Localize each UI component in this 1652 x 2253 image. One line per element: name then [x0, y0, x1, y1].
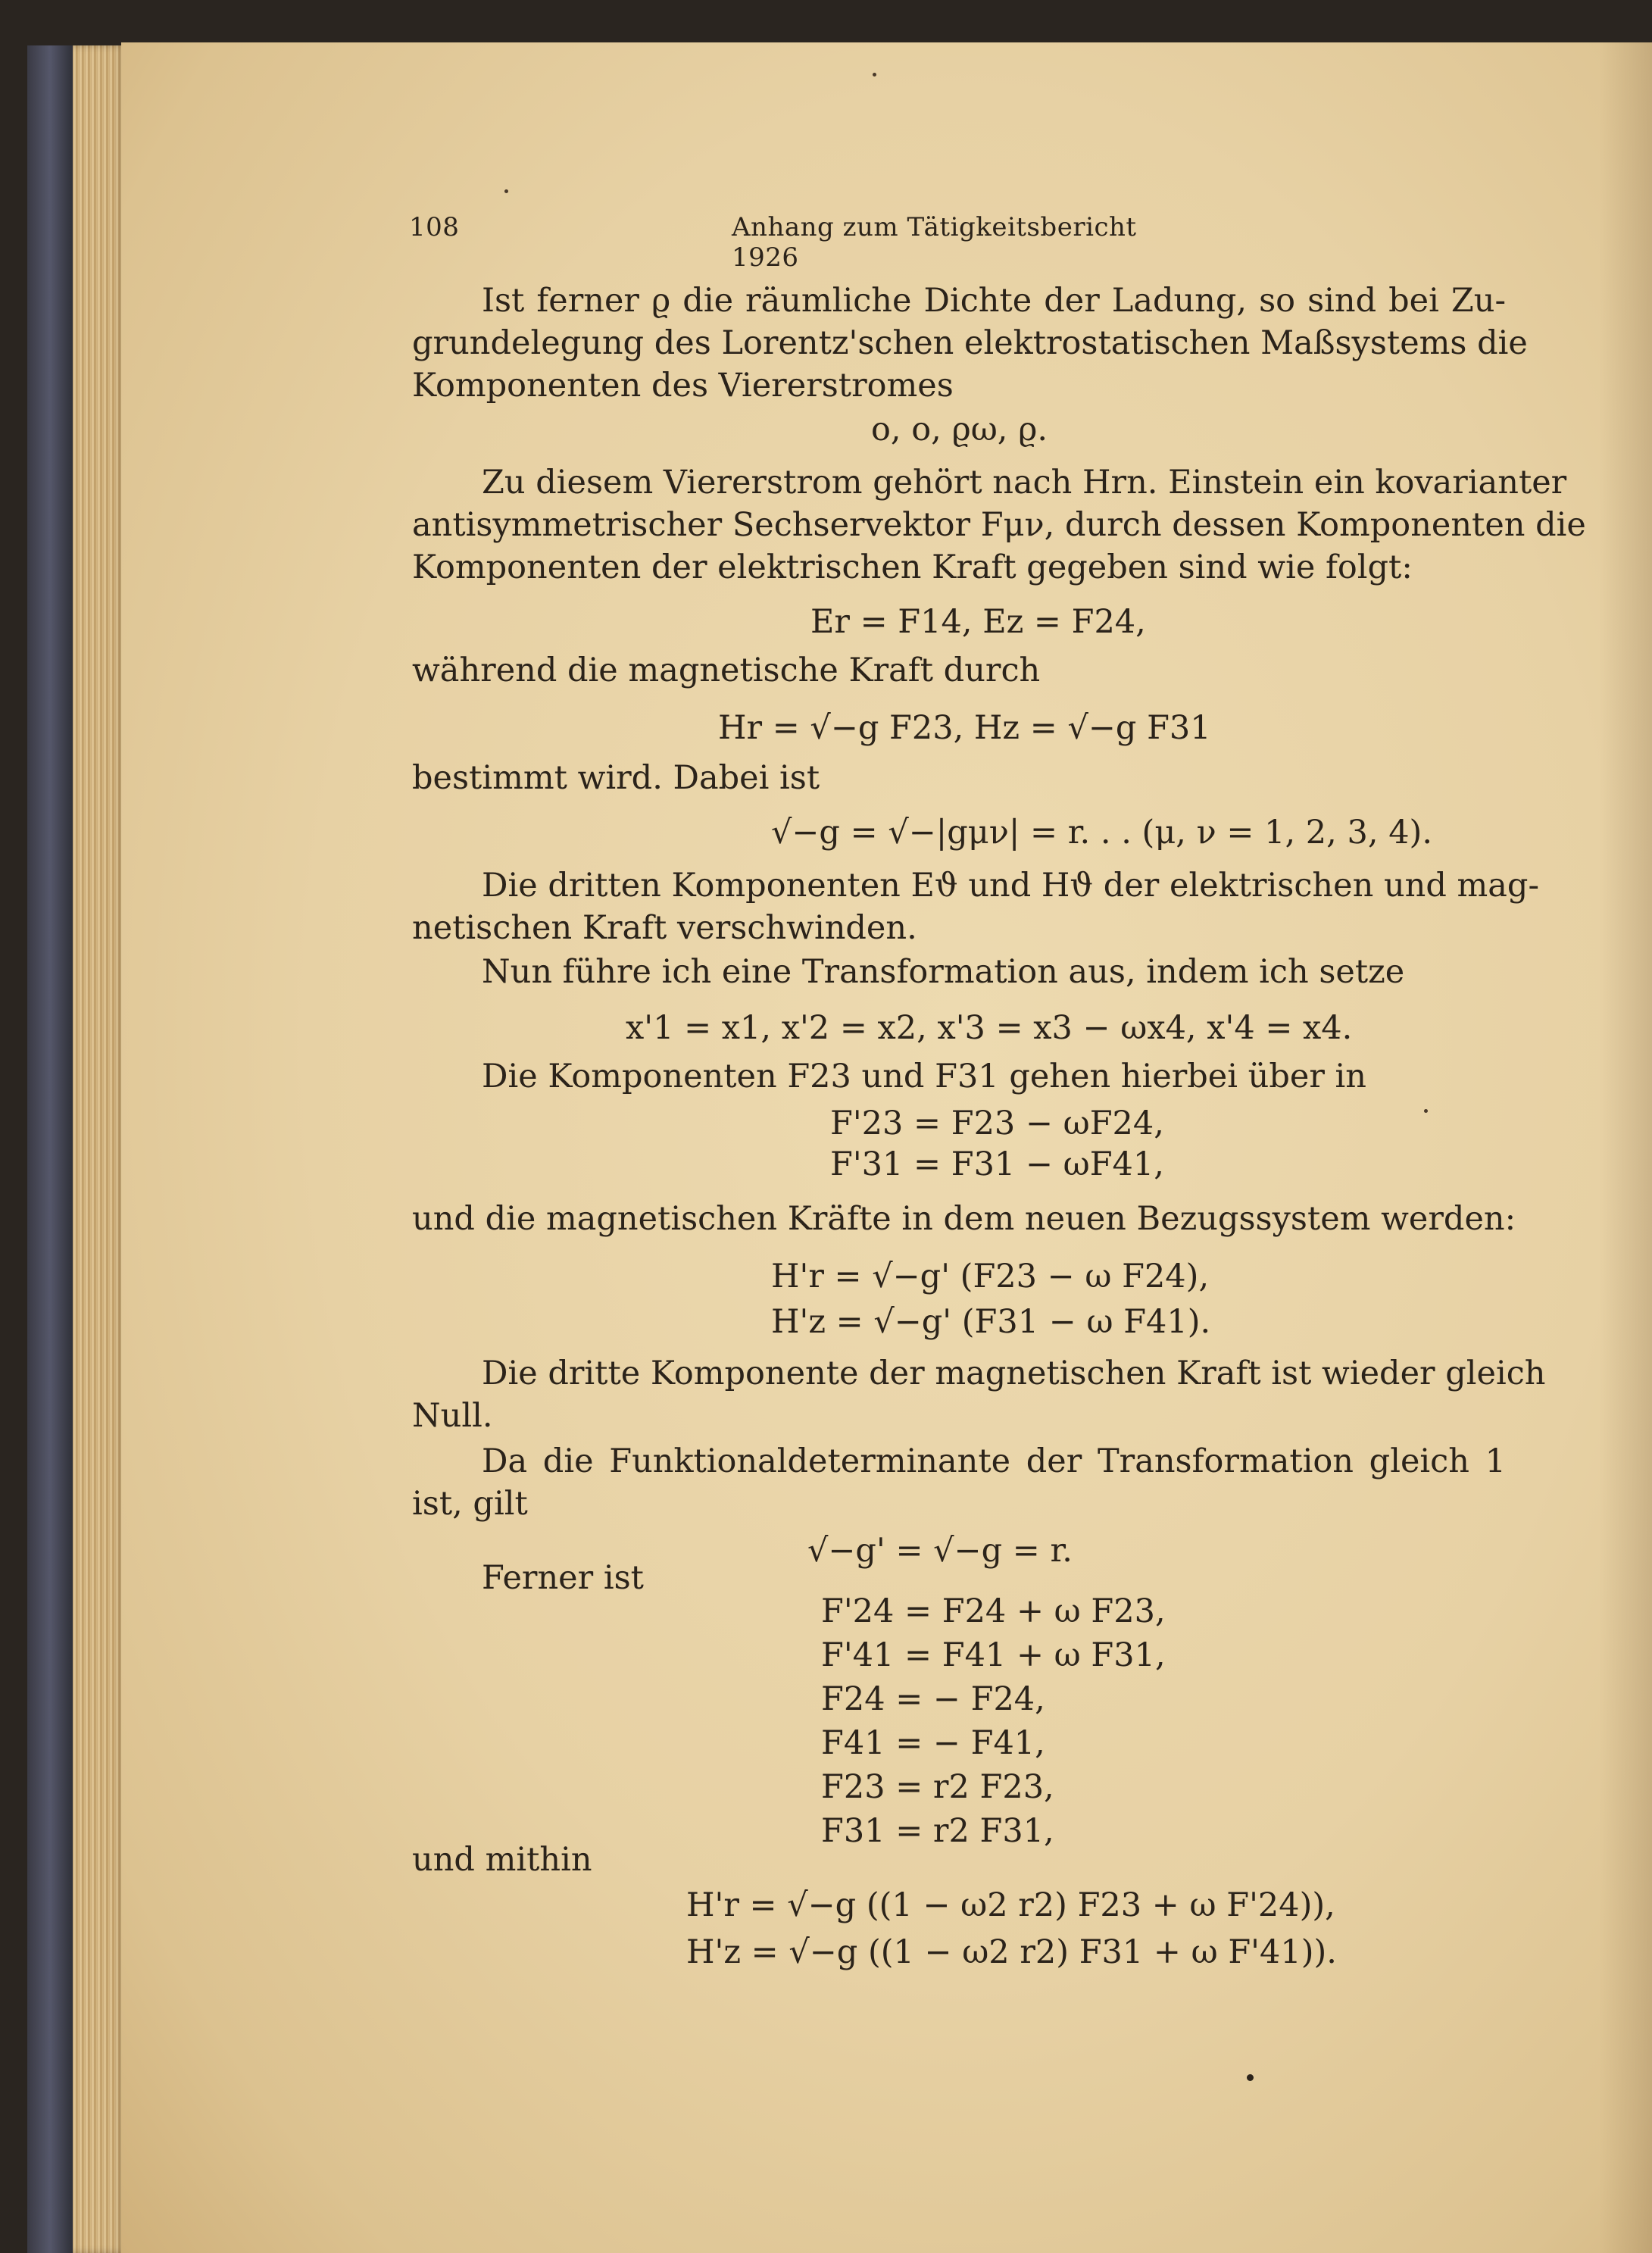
paper-speck	[873, 73, 876, 77]
page-number: 108	[409, 212, 460, 242]
equation: F24 = − F24,	[821, 1680, 1045, 1718]
text-line: grundelegung des Lorentz'schen elektrostatischen Maßsystems die	[412, 324, 1528, 362]
equation: Er = F14, Ez = F24,	[810, 603, 1146, 641]
equation: √−g' = √−g = r.	[807, 1532, 1073, 1570]
equation: √−g = √−|gμν| = r. . . (μ, ν = 1, 2, 3, 4).	[771, 814, 1432, 852]
text-line: während die magnetische Kraft durch	[412, 652, 1041, 689]
equation: F'31 = F31 − ωF41,	[830, 1145, 1164, 1183]
equation: H'z = √−g ((1 − ω2 r2) F31 + ω F'41)).	[686, 1933, 1337, 1971]
text-line: Ferner ist	[482, 1559, 644, 1597]
text-line: Komponenten der elektrischen Kraft gegeben sind wie folgt:	[412, 548, 1413, 586]
page-shadow	[1599, 42, 1652, 2253]
text-line: Komponenten des Viererstromes	[412, 367, 954, 405]
equation: F41 = − F41,	[821, 1724, 1045, 1762]
equation: o, o, ϱω, ϱ.	[871, 411, 1048, 448]
ink-dot	[1247, 2074, 1254, 2081]
text-line: Die Komponenten F23 und F31 gehen hierbei über in	[482, 1058, 1366, 1095]
paper-speck	[504, 189, 508, 193]
equation: H'z = √−g' (F31 − ω F41).	[771, 1303, 1211, 1341]
equation: F'24 = F24 + ω F23,	[821, 1592, 1166, 1630]
text-line: Ist ferner ϱ die räumliche Dichte der Ladung, so sind bei Zu-	[482, 282, 1506, 320]
text-line: Die dritte Komponente der magnetischen Kraft ist wieder gleich	[482, 1355, 1546, 1392]
text-line: Die dritten Komponenten Eϑ und Hϑ der elektrischen und mag-	[482, 867, 1539, 905]
text-line: Nun führe ich eine Transformation aus, indem ich setze	[482, 953, 1405, 991]
equation: F'23 = F23 − ωF24,	[830, 1105, 1164, 1142]
equation: Hr = √−g F23, Hz = √−g F31	[718, 709, 1211, 747]
equation: F'41 = F41 + ω F31,	[821, 1636, 1166, 1674]
text-line: Zu diesem Viererstrom gehört nach Hrn. Einstein ein kovarianter	[482, 464, 1567, 502]
equation: F23 = r2 F23,	[821, 1768, 1054, 1806]
page-edges	[73, 45, 126, 2253]
text-line: und mithin	[412, 1841, 592, 1879]
text-line: antisymmetrischer Sechservektor Fμν, durch dessen Komponenten die	[412, 506, 1586, 544]
text-line: netischen Kraft verschwinden.	[412, 909, 917, 947]
equation: H'r = √−g' (F23 − ω F24),	[771, 1258, 1210, 1295]
text-line: Da die Funktionaldeterminante der Transformation gleich 1	[482, 1442, 1506, 1480]
text-line: und die magnetischen Kräfte in dem neuen Bezugssystem werden:	[412, 1200, 1516, 1238]
paper-speck	[1424, 1109, 1428, 1113]
text-line: bestimmt wird. Dabei ist	[412, 759, 820, 797]
equation: F31 = r2 F31,	[821, 1812, 1054, 1850]
text-line: Null.	[412, 1397, 493, 1435]
text-line: ist, gilt	[412, 1485, 528, 1523]
equation: H'r = √−g ((1 − ω2 r2) F23 + ω F'24)),	[686, 1886, 1335, 1924]
running-title: Anhang zum Tätigkeitsbericht 1926	[732, 212, 1137, 273]
equation: x'1 = x1, x'2 = x2, x'3 = x3 − ωx4, x'4 = x4.	[626, 1009, 1353, 1047]
